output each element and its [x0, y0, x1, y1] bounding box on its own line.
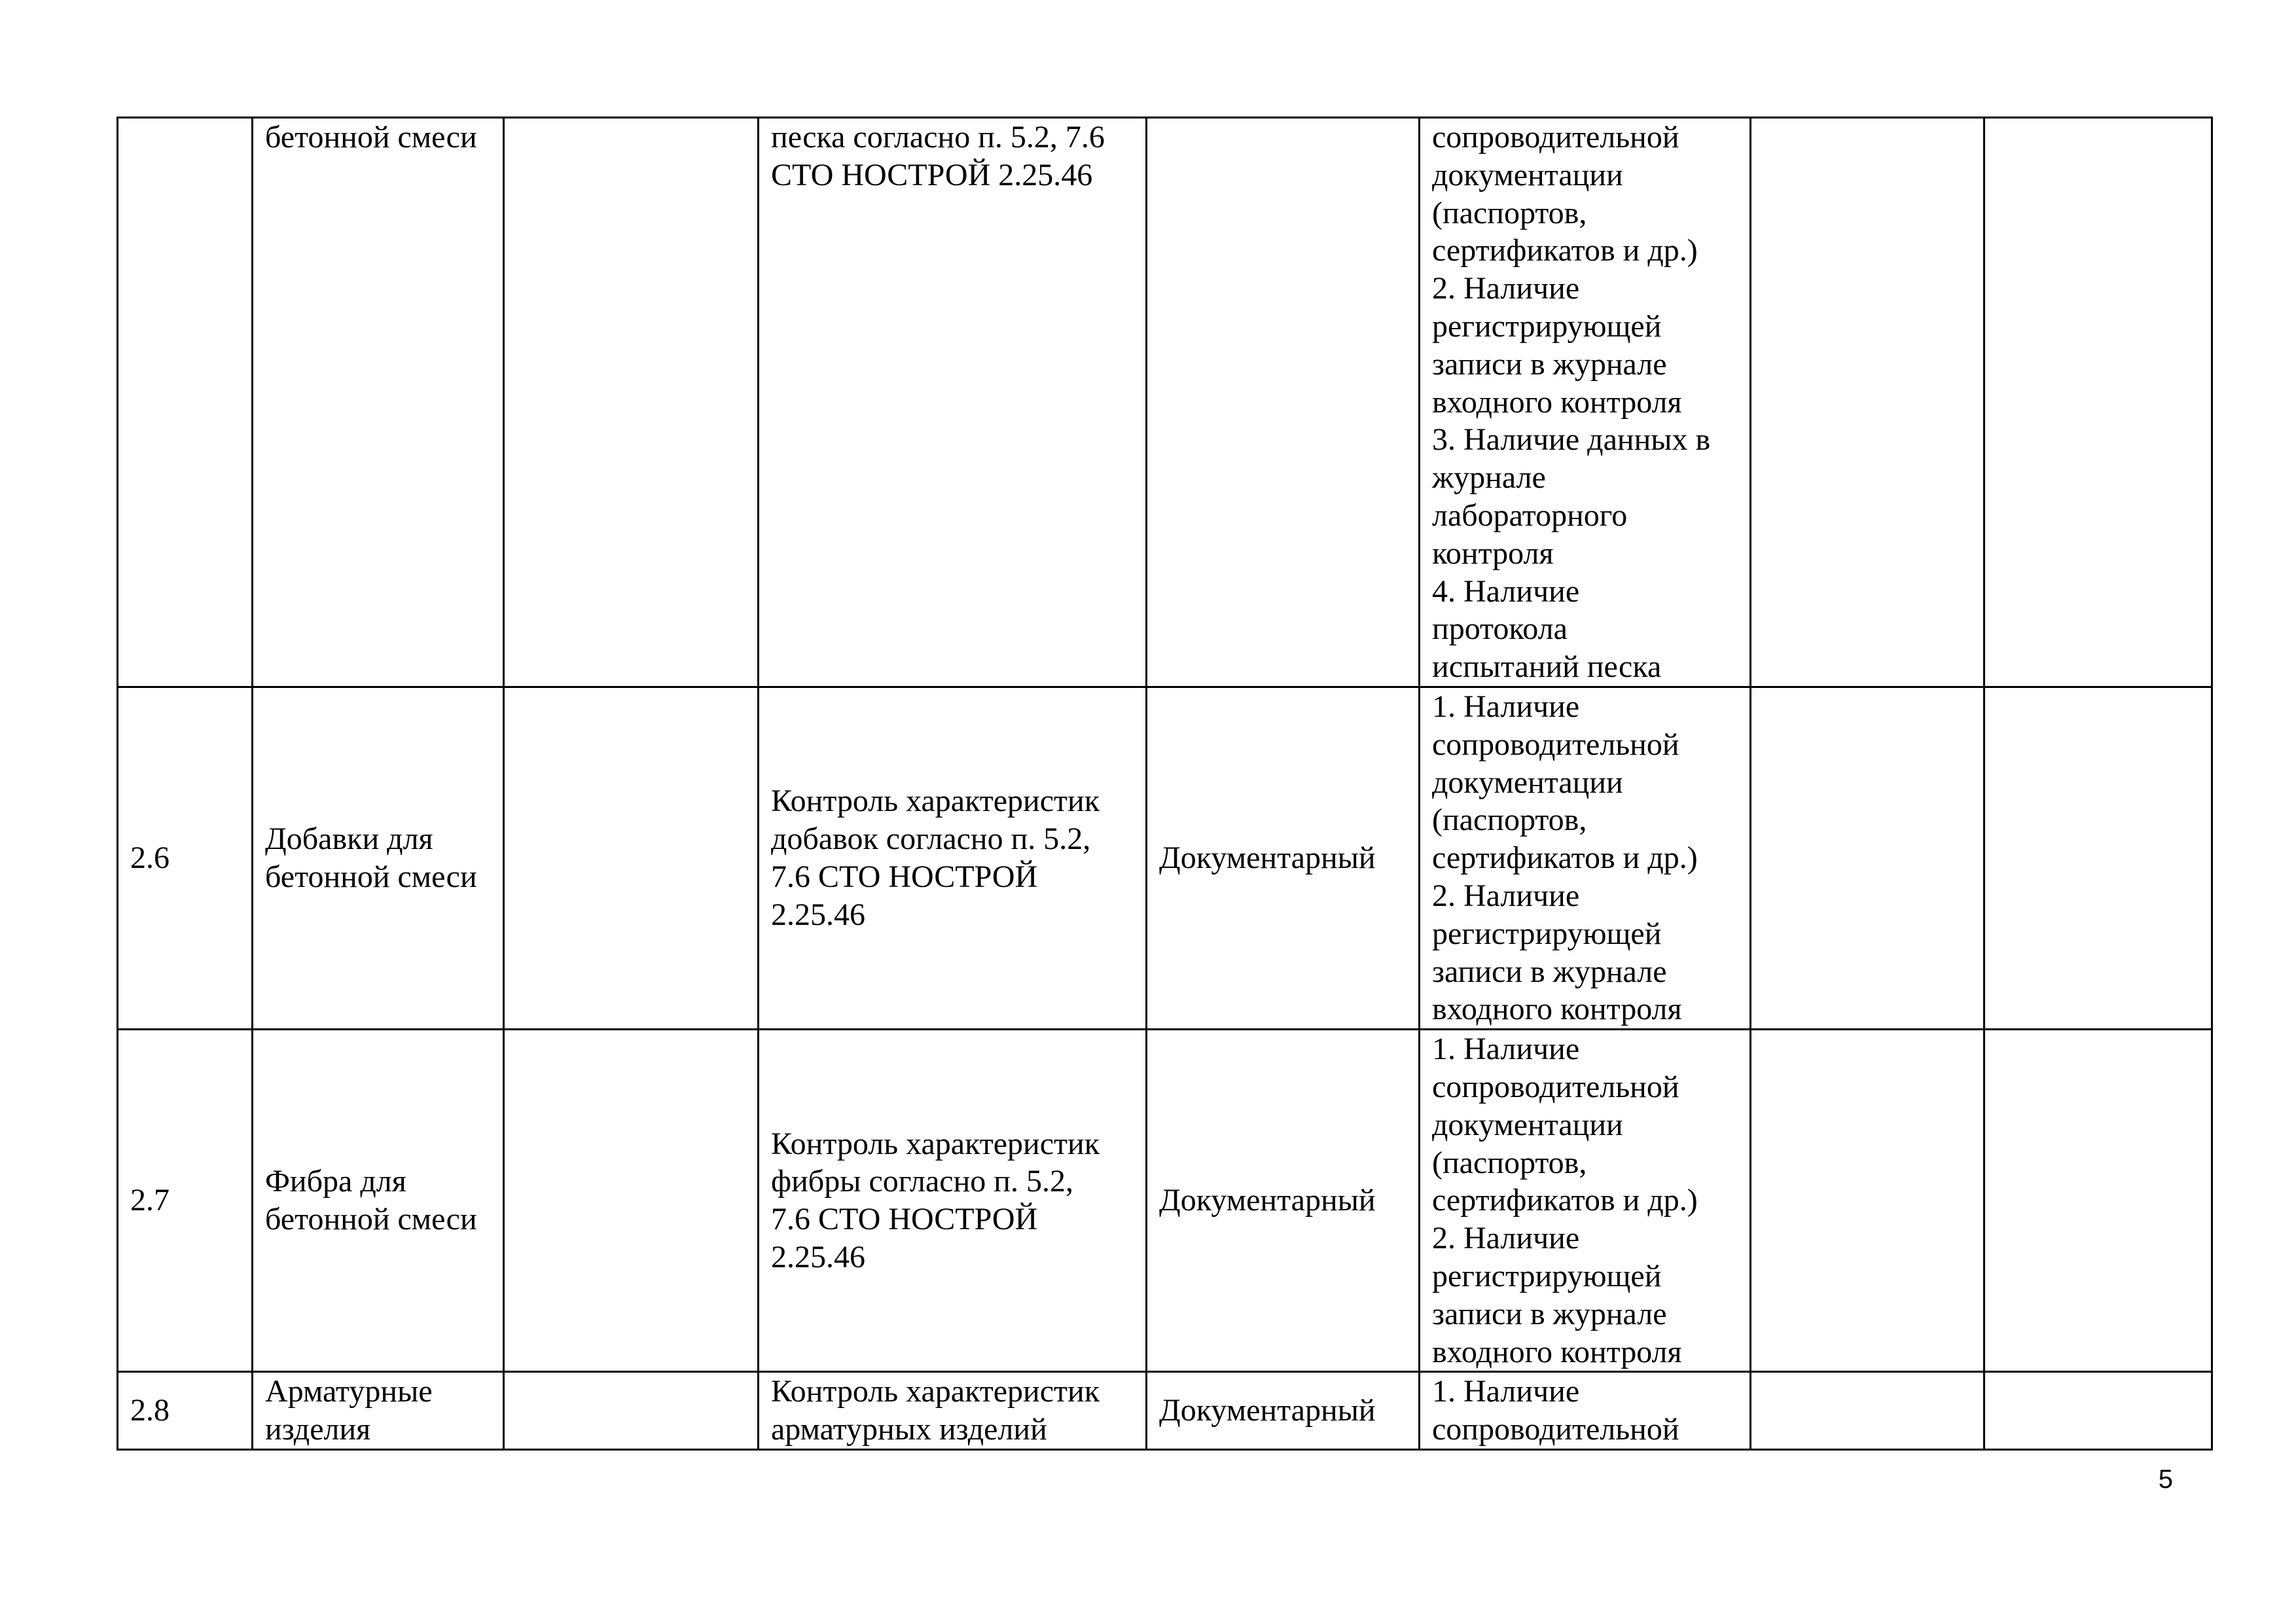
empty-cell: [1984, 687, 2212, 1029]
empty-cell: [1984, 1372, 2212, 1450]
control-method-cell: [1147, 118, 1420, 687]
empty-cell: [1751, 1372, 1984, 1450]
row-number-cell: 2.7: [118, 1030, 253, 1372]
documents-cell: сопроводительной документации (паспортов, сертификатов и др.) 2. Наличие регистрирующей записи в журнале входного контроля 3. Наличие данных в журнале лабораторного контроля 4. Наличие протокола испытаний песка: [1420, 118, 1751, 687]
documents-cell: 1. Наличие сопроводительной: [1420, 1372, 1751, 1450]
table-row: [118, 118, 2212, 687]
inspection-table: [117, 117, 2213, 1451]
item-name-cell: Арматурные изделия: [253, 1372, 504, 1450]
documents-cell: 1. Наличие сопроводительной документации (паспортов, сертификатов и др.) 2. Наличие регистрирующей записи в журнале входного контроля: [1420, 687, 1751, 1029]
item-name-cell: Добавки для бетонной смеси: [253, 687, 504, 1029]
empty-cell: [1984, 1030, 2212, 1372]
control-method-cell: Документарный: [1147, 687, 1420, 1029]
control-method-cell: Документарный: [1147, 1030, 1420, 1372]
row-number-cell: 2.8: [118, 1372, 253, 1450]
empty-cell: [504, 1372, 759, 1450]
empty-cell: [504, 118, 759, 687]
item-name-cell: Фибра для бетонной смеси: [253, 1030, 504, 1372]
table-row: [118, 687, 2212, 1029]
empty-cell: [1751, 118, 1984, 687]
documents-cell: 1. Наличие сопроводительной документации (паспортов, сертификатов и др.) 2. Наличие регистрирующей записи в журнале входного контроля: [1420, 1030, 1751, 1372]
page-number: 5: [2158, 1465, 2173, 1494]
row-number-cell: [118, 118, 253, 687]
control-description-cell: Контроль характеристик арматурных изделий: [759, 1372, 1147, 1450]
empty-cell: [504, 1030, 759, 1372]
table-row: [118, 1372, 2212, 1450]
empty-cell: [1984, 118, 2212, 687]
empty-cell: [1751, 687, 1984, 1029]
table-row: [118, 1030, 2212, 1372]
control-description-cell: Контроль характеристик добавок согласно п. 5.2, 7.6 СТО НОСТРОЙ 2.25.46: [759, 687, 1147, 1029]
row-number-cell: 2.6: [118, 687, 253, 1029]
control-method-cell: Документарный: [1147, 1372, 1420, 1450]
empty-cell: [1751, 1030, 1984, 1372]
control-description-cell: Контроль характеристик фибры согласно п. 5.2, 7.6 СТО НОСТРОЙ 2.25.46: [759, 1030, 1147, 1372]
item-name-cell: бетонной смеси: [253, 118, 504, 687]
control-description-cell: песка согласно п. 5.2, 7.6 СТО НОСТРОЙ 2.25.46: [759, 118, 1147, 687]
empty-cell: [504, 687, 759, 1029]
